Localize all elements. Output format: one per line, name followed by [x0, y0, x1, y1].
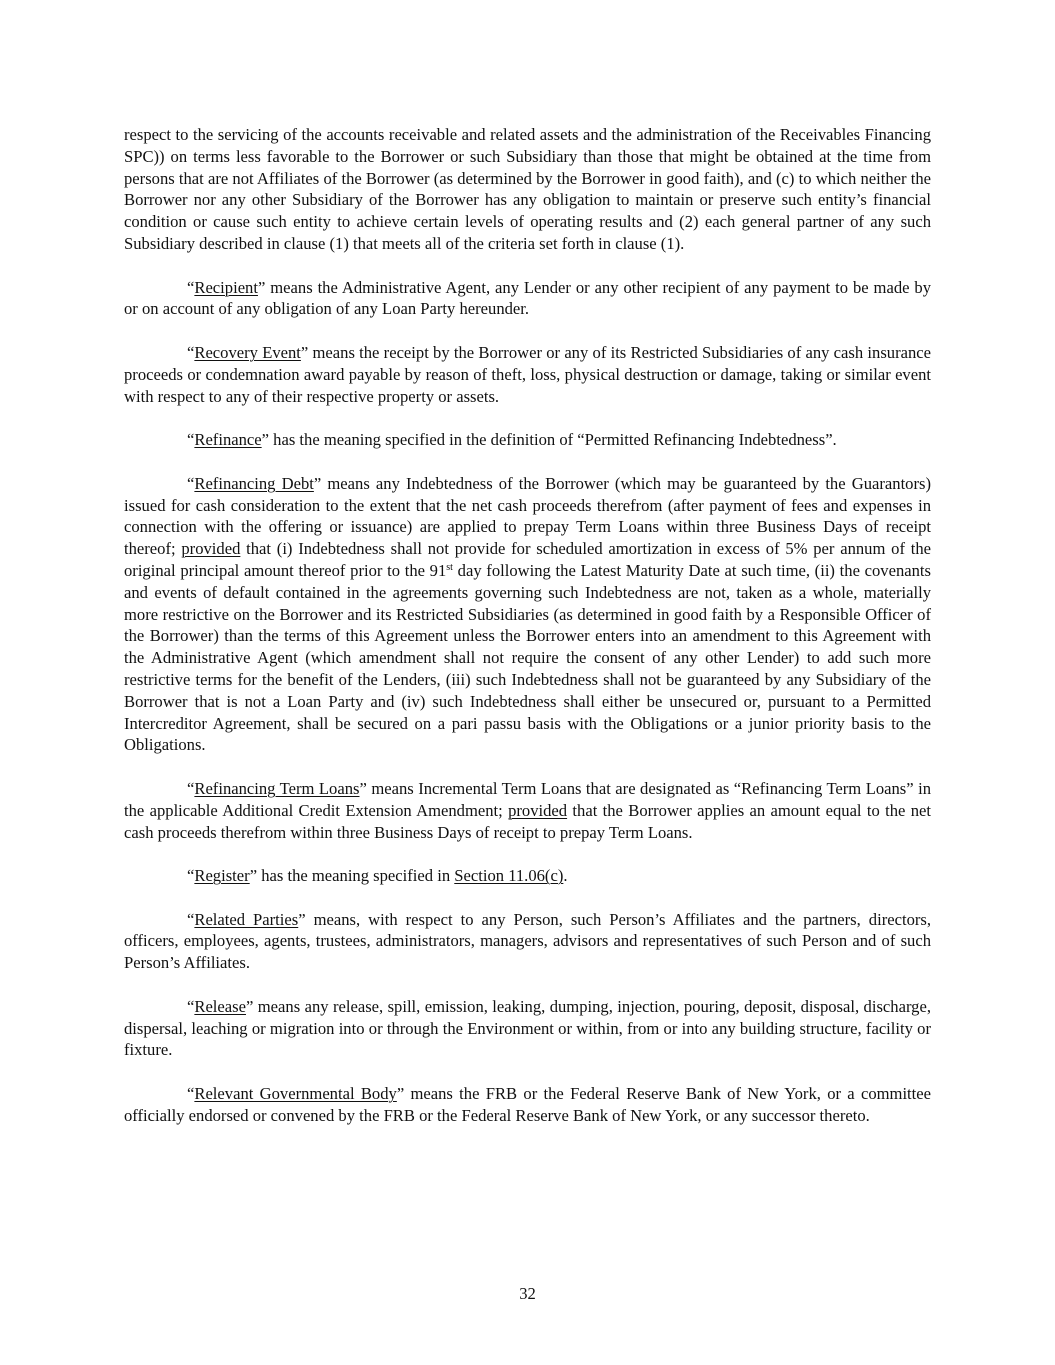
defined-term: Release — [194, 996, 246, 1016]
defined-term: provided — [181, 539, 241, 559]
defined-term: provided — [508, 800, 568, 820]
text-run: “ — [187, 866, 195, 886]
text-run: ” means, with respect to any Person, such Person’s Affiliates and the partners, directors, officers, employees, agents, trustees, administrators, managers, advisors and representatives of such Person and of such Person’s Affiliates. — [124, 909, 931, 973]
defined-term: Related Parties — [194, 909, 299, 929]
defined-term: Recovery Event — [194, 342, 301, 362]
defined-term: Register — [194, 866, 250, 886]
paragraph-recovery-event — [124, 342, 931, 407]
paragraph-refinancing-term-loans — [124, 778, 931, 843]
defined-term: Relevant Governmental Body — [194, 1084, 397, 1104]
text-run: “ — [187, 473, 195, 493]
paragraph-continuation — [124, 124, 931, 255]
text-run: that the Borrower applies an amount equal to the net cash proceeds therefrom within three Business Days of receipt to prepay Term Loans. — [124, 800, 931, 842]
text-run: day following the Latest Maturity Date at such time, (ii) the covenants and events of default contained in the agreements governing such Indebtedness are not, taken as a whole, materially more restrictive on the Borrower and its Restricted Subsidiaries (as determined in good faith by a Responsible Officer of the Borrower) than the terms of this Agreement unless the Borrower enters into an amendment to this Agreement with the Administrative Agent (which amendment shall not require the consent of any other Lender) to add such more restrictive terms for the benefit of the Lenders, (iii) such Indebtedness shall not be guaranteed by any Subsidiary of the Borrower that is not a Loan Party and (iv) such Indebtedness shall either be unsecured or, pursuant to a Permitted Intercreditor Agreement, shall be secured on a pari passu basis with the Obligations or a junior priority basis to the Obligations. — [124, 560, 931, 755]
paragraph-recipient — [124, 277, 931, 321]
page-number: 32 — [519, 1284, 536, 1303]
paragraph-refinance — [124, 429, 931, 451]
defined-term: Refinance — [194, 430, 262, 450]
text-run: “ — [187, 342, 195, 362]
defined-term: Section 11.06(c) — [454, 866, 564, 886]
paragraph-release — [124, 996, 931, 1061]
text-run: “ — [187, 430, 195, 450]
text-run: ” means the FRB or the Federal Reserve Bank of New York, or a committee officially endorsed or convened by the FRB or the Federal Reserve Bank of New York, or any successor thereto. — [124, 1084, 931, 1125]
text-run: ” has the meaning specified in — [249, 866, 455, 886]
text-run: “ — [187, 1084, 195, 1104]
paragraph-relevant-governmental-body — [124, 1083, 931, 1127]
text-run: ” means the receipt by the Borrower or any of its Restricted Subsidiaries of any cash insurance proceeds or condemnation award payable by reason of theft, loss, physical destruction or damage, taking or similar event with respect to any of their respective property or assets. — [124, 342, 931, 406]
defined-term: Refinancing Term Loans — [194, 778, 360, 798]
text-run: ” means any Indebtedness of the Borrower (which may be guaranteed by the Guarantors) issued for cash consideration to the extent that the net cash proceeds therefrom (after payment of fees and expenses in connection with the offering or issuance) are applied to prepay Term Loans within three Business Days of receipt thereof; — [124, 473, 931, 559]
text-run: ” means any release, spill, emission, leaking, dumping, injection, pouring, deposit, disposal, discharge, dispersal, leaching or migration into or through the Environment or within, from or into any building structure, facility or fixture. — [124, 996, 931, 1060]
paragraph-register — [124, 865, 931, 887]
paragraph-refinancing-debt — [124, 473, 931, 756]
defined-term: Refinancing Debt — [194, 473, 314, 493]
text-run: “ — [187, 996, 195, 1016]
text-run: that (i) Indebtedness shall not provide for scheduled amortization in excess of 5% per annum of the original principal amount thereof prior to the 91 — [124, 539, 932, 580]
text-run: “ — [187, 277, 195, 297]
text-run: respect to the servicing of the accounts receivable and related assets and the administration of the Receivables Financing SPC)) on terms less favorable to the Borrower or such Subsidiary than those that might be obtained at the time from persons that are not Affiliates of the Borrower (as determined by the Borrower in good faith), and (c) to which neither the Borrower nor any other Subsidiary of the Borrower has any obligation to maintain or preserve such entity’s financial condition or cause such entity to achieve certain levels of operating results and (2) each general partner of any such Subsidiary described in clause (1) that meets all of the criteria set forth in clause (1). — [124, 125, 931, 253]
text-run: ” has the meaning specified in the definition of “Permitted Refinancing Indebtedness”. — [261, 430, 837, 450]
defined-term: Recipient — [194, 277, 258, 297]
text-run: ” means Incremental Term Loans that are designated as “Refinancing Term Loans” in the applicable Additional Credit Extension Amendment; — [124, 778, 932, 820]
text-run: . — [563, 866, 568, 886]
superscript: st — [446, 561, 453, 573]
paragraph-related-parties — [124, 909, 931, 974]
text-run: “ — [187, 778, 195, 798]
text-run: ” means the Administrative Agent, any Lender or any other recipient of any payment to be made by or on account of any obligation of any Loan Party hereunder. — [124, 277, 931, 319]
document-page — [124, 124, 931, 1127]
text-run: “ — [187, 909, 195, 929]
